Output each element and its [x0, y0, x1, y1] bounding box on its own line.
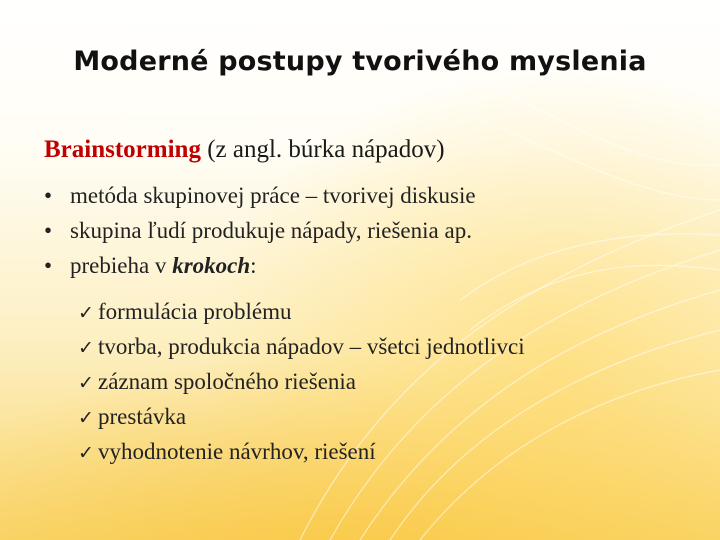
step-item	[78, 329, 525, 364]
bullet-marker: •	[44, 183, 53, 208]
bullet-item	[44, 213, 476, 248]
brainstorming-term: Brainstorming	[44, 136, 201, 163]
checkmark-icon: ✓	[78, 302, 94, 324]
step-text: prestávka	[98, 404, 187, 429]
bullet-list	[44, 178, 476, 283]
step-text: vyhodnotenie návrhov, riešení	[98, 439, 376, 464]
step-text: formulácia problému	[98, 299, 292, 324]
checkmark-icon: ✓	[78, 337, 94, 359]
bullet-text-prefix: prebieha v	[70, 253, 173, 278]
bullet-text: metóda skupinovej práce – tvorivej diskusie	[70, 183, 476, 208]
bullet-text-suffix: :	[250, 253, 257, 278]
bullet-item	[44, 248, 476, 283]
bullet-emphasis: krokoch	[172, 253, 251, 278]
brainstorming-translation-note: (z angl. búrka nápadov)	[200, 136, 445, 163]
step-text: tvorba, produkcia nápadov – všetci jednotlivci	[98, 334, 525, 359]
step-item	[78, 434, 525, 469]
checkmark-icon: ✓	[78, 372, 94, 394]
slide-title: Moderné postupy tvorivého myslenia	[73, 46, 647, 77]
bullet-text: skupina ľudí produkuje nápady, riešenia ap.	[70, 218, 472, 243]
steps-checklist	[78, 294, 525, 469]
brainstorming-heading	[44, 136, 445, 164]
step-item	[78, 294, 525, 329]
step-text: záznam spoločného riešenia	[98, 369, 356, 394]
bullet-item	[44, 178, 476, 213]
checkmark-icon: ✓	[78, 442, 94, 464]
bullet-marker: •	[44, 253, 53, 278]
bullet-marker: •	[44, 218, 53, 243]
step-item	[78, 399, 525, 434]
checkmark-icon: ✓	[78, 407, 94, 429]
step-item	[78, 364, 525, 399]
